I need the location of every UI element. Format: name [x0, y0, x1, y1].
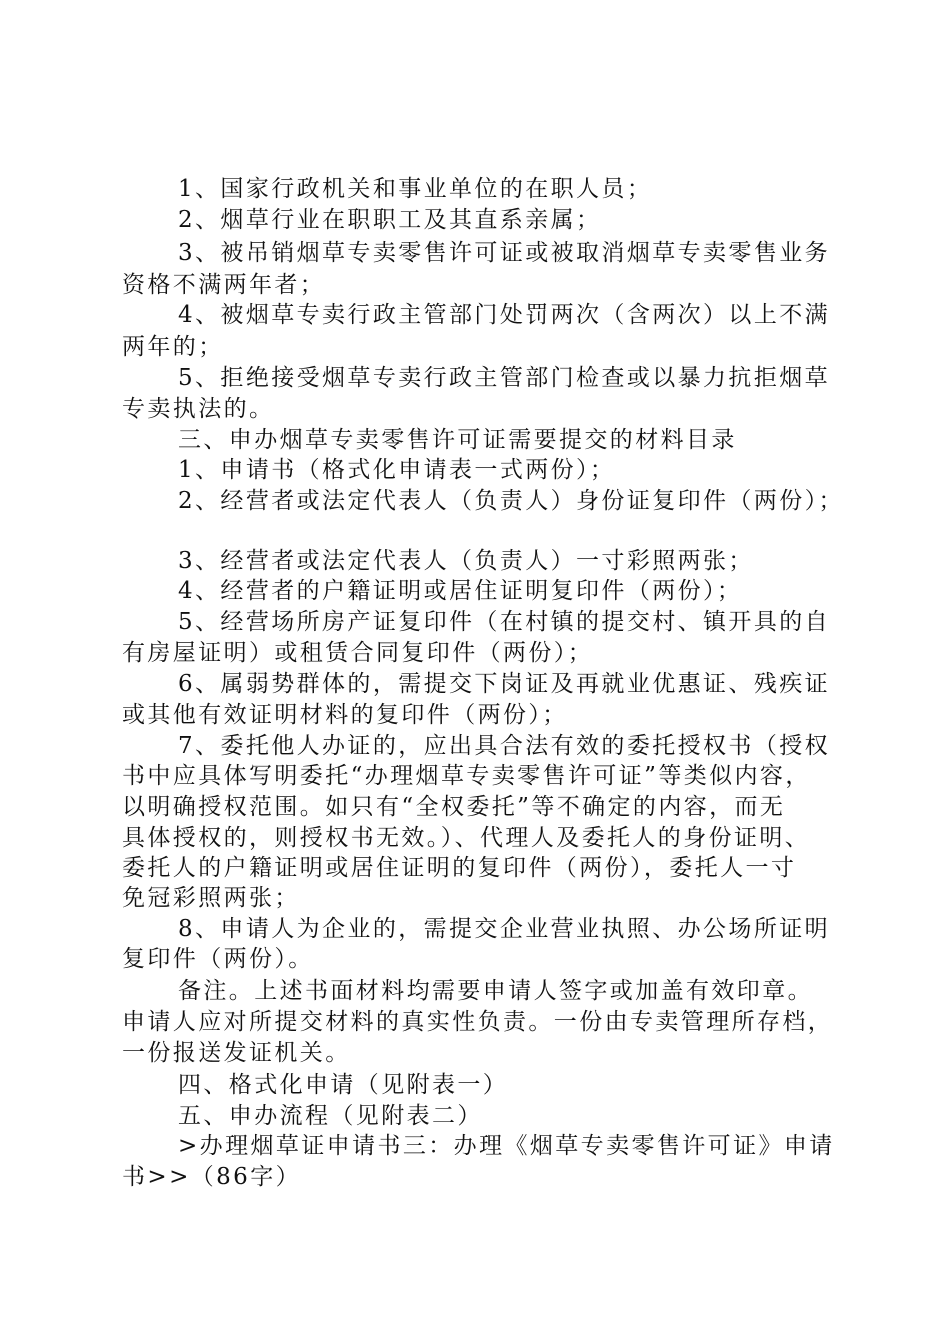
item-1-line: 1、国家行政机关和事业单位的在职人员；	[178, 176, 653, 202]
item-2-line: 2、烟草行业在职职工及其直系亲属；	[178, 207, 602, 233]
related-link-line-2: 书>>（86字）	[122, 1164, 302, 1190]
material-2-line: 2、经营者或法定代表人（负责人）身份证复印件（两份）；	[178, 488, 844, 514]
remark-line-1: 备注。上述书面材料均需要申请人签字或加盖有效印章。	[178, 978, 813, 1004]
material-5-line-1: 5、经营场所房产证复印件（在村镇的提交村、镇开具的自	[178, 609, 831, 635]
related-link-line-1: >办理烟草证申请书三：办理《烟草专卖零售许可证》申请	[178, 1133, 835, 1159]
material-4-line: 4、经营者的户籍证明或居住证明复印件（两份）；	[178, 578, 743, 604]
material-7-line-2: 书中应具体写明委托“办理烟草专卖零售许可证”等类似内容，	[122, 763, 811, 789]
item-5-line-1: 5、拒绝接受烟草专卖行政主管部门检查或以暴力抗拒烟草	[178, 365, 831, 391]
remark-line-2: 申请人应对所提交材料的真实性负责。一份由专卖管理所存档，	[122, 1009, 834, 1035]
material-1-line: 1、申请书（格式化申请表一式两份）；	[178, 457, 616, 483]
material-5-line-2: 有房屋证明）或租赁合同复印件（两份）；	[122, 640, 594, 666]
item-4-line-1: 4、被烟草专卖行政主管部门处罚两次（含两次）以上不满	[178, 302, 831, 328]
material-8-line-1: 8、申请人为企业的，需提交企业营业执照、办公场所证明	[178, 916, 831, 942]
material-7-line-4: 具体授权的，则授权书无效。）、代理人及委托人的身份证明、	[122, 825, 811, 851]
material-7-line-3: 以明确授权范围。如只有“全权委托”等不确定的内容，而无	[122, 794, 786, 820]
item-3-line-2: 资格不满两年者；	[122, 272, 326, 298]
material-6-line-1: 6、属弱势群体的，需提交下岗证及再就业优惠证、残疾证	[178, 671, 831, 697]
item-5-line-2: 专卖执法的。	[122, 396, 275, 422]
section-5-heading: 五、申办流程（见附表二）	[178, 1103, 483, 1129]
section-3-heading: 三、申办烟草专卖零售许可证需要提交的材料目录	[178, 427, 737, 453]
remark-line-3: 一份报送发证机关。	[122, 1040, 351, 1066]
material-7-line-1: 7、委托他人办证的，应出具合法有效的委托授权书（授权	[178, 733, 831, 759]
material-8-line-2: 复印件（两份）。	[122, 946, 314, 972]
item-4-line-2: 两年的；	[122, 334, 224, 360]
material-6-line-2: 或其他有效证明材料的复印件（两份）；	[122, 702, 568, 728]
section-4-heading: 四、格式化申请（见附表一）	[178, 1072, 509, 1098]
item-3-line-1: 3、被吊销烟草专卖零售许可证或被取消烟草专卖零售业务	[178, 240, 831, 266]
material-3-line: 3、经营者或法定代表人（负责人）一寸彩照两张；	[178, 548, 754, 574]
material-7-line-6: 免冠彩照两张；	[122, 885, 300, 911]
material-7-line-5: 委托人的户籍证明或居住证明的复印件（两份），委托人一寸	[122, 855, 797, 881]
